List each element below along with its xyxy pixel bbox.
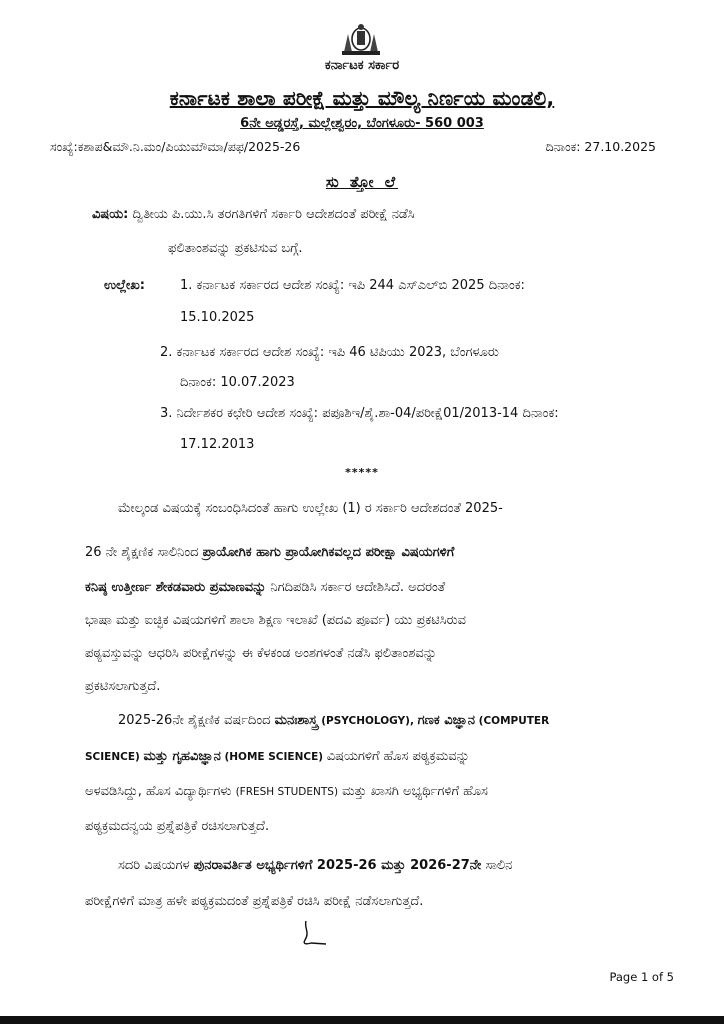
p1-line2-start: 26 ನೇ ಶೈಕ್ಷಣಿಕ ಸಾಲಿನಿಂದ bbox=[85, 545, 203, 560]
p2-line3-rest: ಮತ್ತು ಖಾಸಗಿ ಅಭ್ಯರ್ಥಿಗಳಿಗೆ ಹೊಸ bbox=[338, 784, 488, 799]
p2-line2-rest: ವಿಷಯಗಳಿಗೆ ಹೊಸ ಪಠ್ಯಕ್ರಮವನ್ನು bbox=[326, 749, 470, 764]
paragraph-1-line-6: ಪ್ರಕಟಿಸಲಾಗುತ್ತದೆ. bbox=[85, 679, 161, 694]
karnataka-emblem-icon bbox=[338, 22, 384, 56]
paragraph-1-line-1: ಮೇಲ್ಕಂಡ ವಿಷಯಕ್ಕೆ ಸಂಬಂಧಿಸಿದಂತೆ ಹಾಗು ಉಲ್ಲೇಖ (1) ರ ಸರ್ಕಾರಿ ಆದೇಶದಂತೆ 2025- bbox=[118, 501, 503, 516]
p3-line1-start: ಸದರಿ ವಿಷಯಗಳ bbox=[118, 858, 194, 873]
home-science-en: (HOME SCIENCE) bbox=[220, 751, 327, 763]
paragraph-2-line-1 bbox=[118, 712, 549, 730]
paragraph-2-line-4: ಪಠ್ಯಕ್ರಮದನ್ವಯ ಪ್ರಶ್ನೆಪತ್ರಿಕೆ ರಚಿಸಲಾಗುತ್ತದೆ. bbox=[85, 819, 270, 834]
board-name: ಕರ್ನಾಟಕ ಶಾಲಾ ಪರೀಕ್ಷೆ ಮತ್ತು ಮೌಲ್ಯ ನಿರ್ಣಯ ಮಂಡಲಿ, bbox=[169, 86, 555, 110]
reference-3-line-2: 17.12.2013 bbox=[180, 437, 255, 452]
p1-line3-rest: ನಿಗದಿಪಡಿಸಿ ಸರ್ಕಾರ ಆದೇಶಿಸಿದೆ. ಅದರಂತೆ bbox=[266, 580, 446, 595]
bottom-border bbox=[0, 1016, 724, 1024]
psychology-en: (PSYCHOLOGY), bbox=[317, 715, 418, 727]
government-name: ಕರ್ನಾಟಕ ಸರ್ಕಾರ bbox=[324, 58, 400, 73]
p3-line1-bold: ಪುನರಾವರ್ತಿತ ಅಭ್ಯರ್ಥಿಗಳಿಗೆ 2025-26 ಮತ್ತು 2026-27ನೇ bbox=[193, 858, 482, 873]
paragraph-2-line-2 bbox=[85, 748, 470, 766]
subject-label: ವಿಷಯ: bbox=[92, 207, 129, 222]
computer-science-kn: ಗಣಕ ವಿಜ್ಞಾನ bbox=[417, 713, 475, 728]
paragraph-1-line-5: ಪಠ್ಯವಸ್ತುವನ್ನು ಆಧರಿಸಿ ಪರೀಕ್ಷೆಗಳನ್ನು ಈ ಕೆಳಕಂಡ ಅಂಶಗಳಂತೆ ನಡೆಸಿ ಫಲಿತಾಂಶವನ್ನು bbox=[85, 646, 437, 661]
p3-line1-end: ಸಾಲಿನ bbox=[481, 858, 513, 873]
reference-1-line-2: 15.10.2025 bbox=[180, 310, 255, 325]
computer-science-en-2: SCIENCE) bbox=[85, 751, 144, 763]
paragraph-1-line-4: ಭಾಷಾ ಮತ್ತು ಐಚ್ಛಿಕ ವಿಷಯಗಳಿಗೆ ಶಾಲಾ ಶಿಕ್ಷಣ ಇಲಾಖೆ (ಪದವಿ ಪೂರ್ವ) ಯು ಪ್ರಕಟಿಸಿರುವ bbox=[85, 613, 466, 628]
p1-line3-bold: ಕನಿಷ್ಠ ಉತ್ತೀರ್ಣ ಶೇಕಡವಾರು ಪ್ರಮಾಣವನ್ನು bbox=[85, 580, 267, 595]
paragraph-2-line-3 bbox=[85, 783, 488, 801]
paragraph-3-line-2: ಪರೀಕ್ಷೆಗಳಿಗೆ ಮಾತ್ರ ಹಳೇ ಪಠ್ಯಕ್ರಮದಂತೆ ಪ್ರಶ್ನೆಪತ್ರಿಕೆ ರಚಿಸಿ ಪರೀಕ್ಷೆ ನಡೆಸಲಾಗುತ್ತದೆ. bbox=[85, 894, 424, 909]
p2-line3-start: ಅಳವಡಿಸಿದ್ದು, ಹೊಸ ವಿದ್ಯಾರ್ಥಿಗಳು bbox=[85, 784, 236, 799]
reference-1-line-1: 1. ಕರ್ನಾಟಕ ಸರ್ಕಾರದ ಆದೇಶ ಸಂಖ್ಯೆ: ಇಪಿ 244 ಎಸ್‌ಎಲ್‌ಬಿ 2025 ದಿನಾಂಕ: bbox=[180, 278, 525, 293]
subject-line-2: ಫಲಿತಾಂಶವನ್ನು ಪ್ರಕಟಿಸುವ ಬಗ್ಗೆ. bbox=[168, 241, 303, 256]
page-number: Page 1 of 5 bbox=[609, 970, 674, 984]
p1-line2-bold: ಪ್ರಾಯೋಗಿಕ ಹಾಗು ಪ್ರಾಯೋಗಿಕವಲ್ಲದ ಪರೀಕ್ಷಾ ವಿಷಯಗಳಿಗೆ bbox=[202, 545, 455, 560]
notice-title: ಸು ತ್ತೋ ಲೆ bbox=[325, 173, 399, 191]
home-science-kn: ಮತ್ತು ಗೃಹವಿಜ್ಞಾನ bbox=[143, 749, 221, 764]
signature-mark-icon bbox=[296, 918, 332, 948]
reference-3-line-1: 3. ನಿರ್ದೇಶಕರ ಕಛೇರಿ ಆದೇಶ ಸಂಖ್ಯೆ: ಪಪೂಶಿಇ/ಶೈ.ಶಾ-04/ಪರೀಕ್ಷೆ01/2013-14 ದಿನಾಂಕ: bbox=[160, 406, 559, 421]
separator: ***** bbox=[345, 466, 379, 479]
paragraph-3-line-1 bbox=[118, 857, 512, 875]
reference-2-line-1: 2. ಕರ್ನಾಟಕ ಸರ್ಕಾರದ ಆದೇಶ ಸಂಖ್ಯೆ: ಇಪಿ 46 ಟಿಪಿಯು 2023, ಬೆಂಗಳೂರು bbox=[160, 345, 499, 360]
p2-line1-start: 2025-26ನೇ ಶೈಕ್ಷಣಿಕ ವರ್ಷದಿಂದ bbox=[118, 713, 275, 728]
subject-text-1: ದ್ವಿತೀಯ ಪಿ.ಯು.ಸಿ ತರಗತಿಗಳಿಗೆ ಸರ್ಕಾರಿ ಆದೇಶದಂತೆ ಪರೀಕ್ಷೆ ನಡೆಸಿ bbox=[132, 207, 415, 222]
subject-line-1 bbox=[92, 206, 652, 224]
paragraph-1-line-3 bbox=[85, 579, 445, 597]
circular-date: ದಿನಾಂಕ: 27.10.2025 bbox=[545, 139, 656, 154]
reference-number: ಸಂಖ್ಯೆ:ಕಶಾಪ&ಮೌ.ನಿ.ಮಂ/ಪಿಯುಮೌಮಾ/ಪಫ/2025-26 bbox=[50, 139, 301, 154]
psychology-kn: ಮನಃಶಾಸ್ತ್ರ bbox=[274, 713, 318, 728]
board-address: 6ನೇ ಅಡ್ಡರಸ್ತೆ, ಮಲ್ಲೇಶ್ವರಂ, ಬೆಂಗಳೂರು- 560 003 bbox=[240, 116, 484, 131]
references-label: ಉಲ್ಲೇಖ: bbox=[104, 278, 145, 293]
fresh-students-en: (FRESH STUDENTS) bbox=[235, 786, 339, 798]
computer-science-en-1: (COMPUTER bbox=[474, 715, 550, 727]
reference-2-line-2: ದಿನಾಂಕ: 10.07.2023 bbox=[180, 375, 295, 390]
paragraph-1-line-2 bbox=[85, 544, 454, 562]
